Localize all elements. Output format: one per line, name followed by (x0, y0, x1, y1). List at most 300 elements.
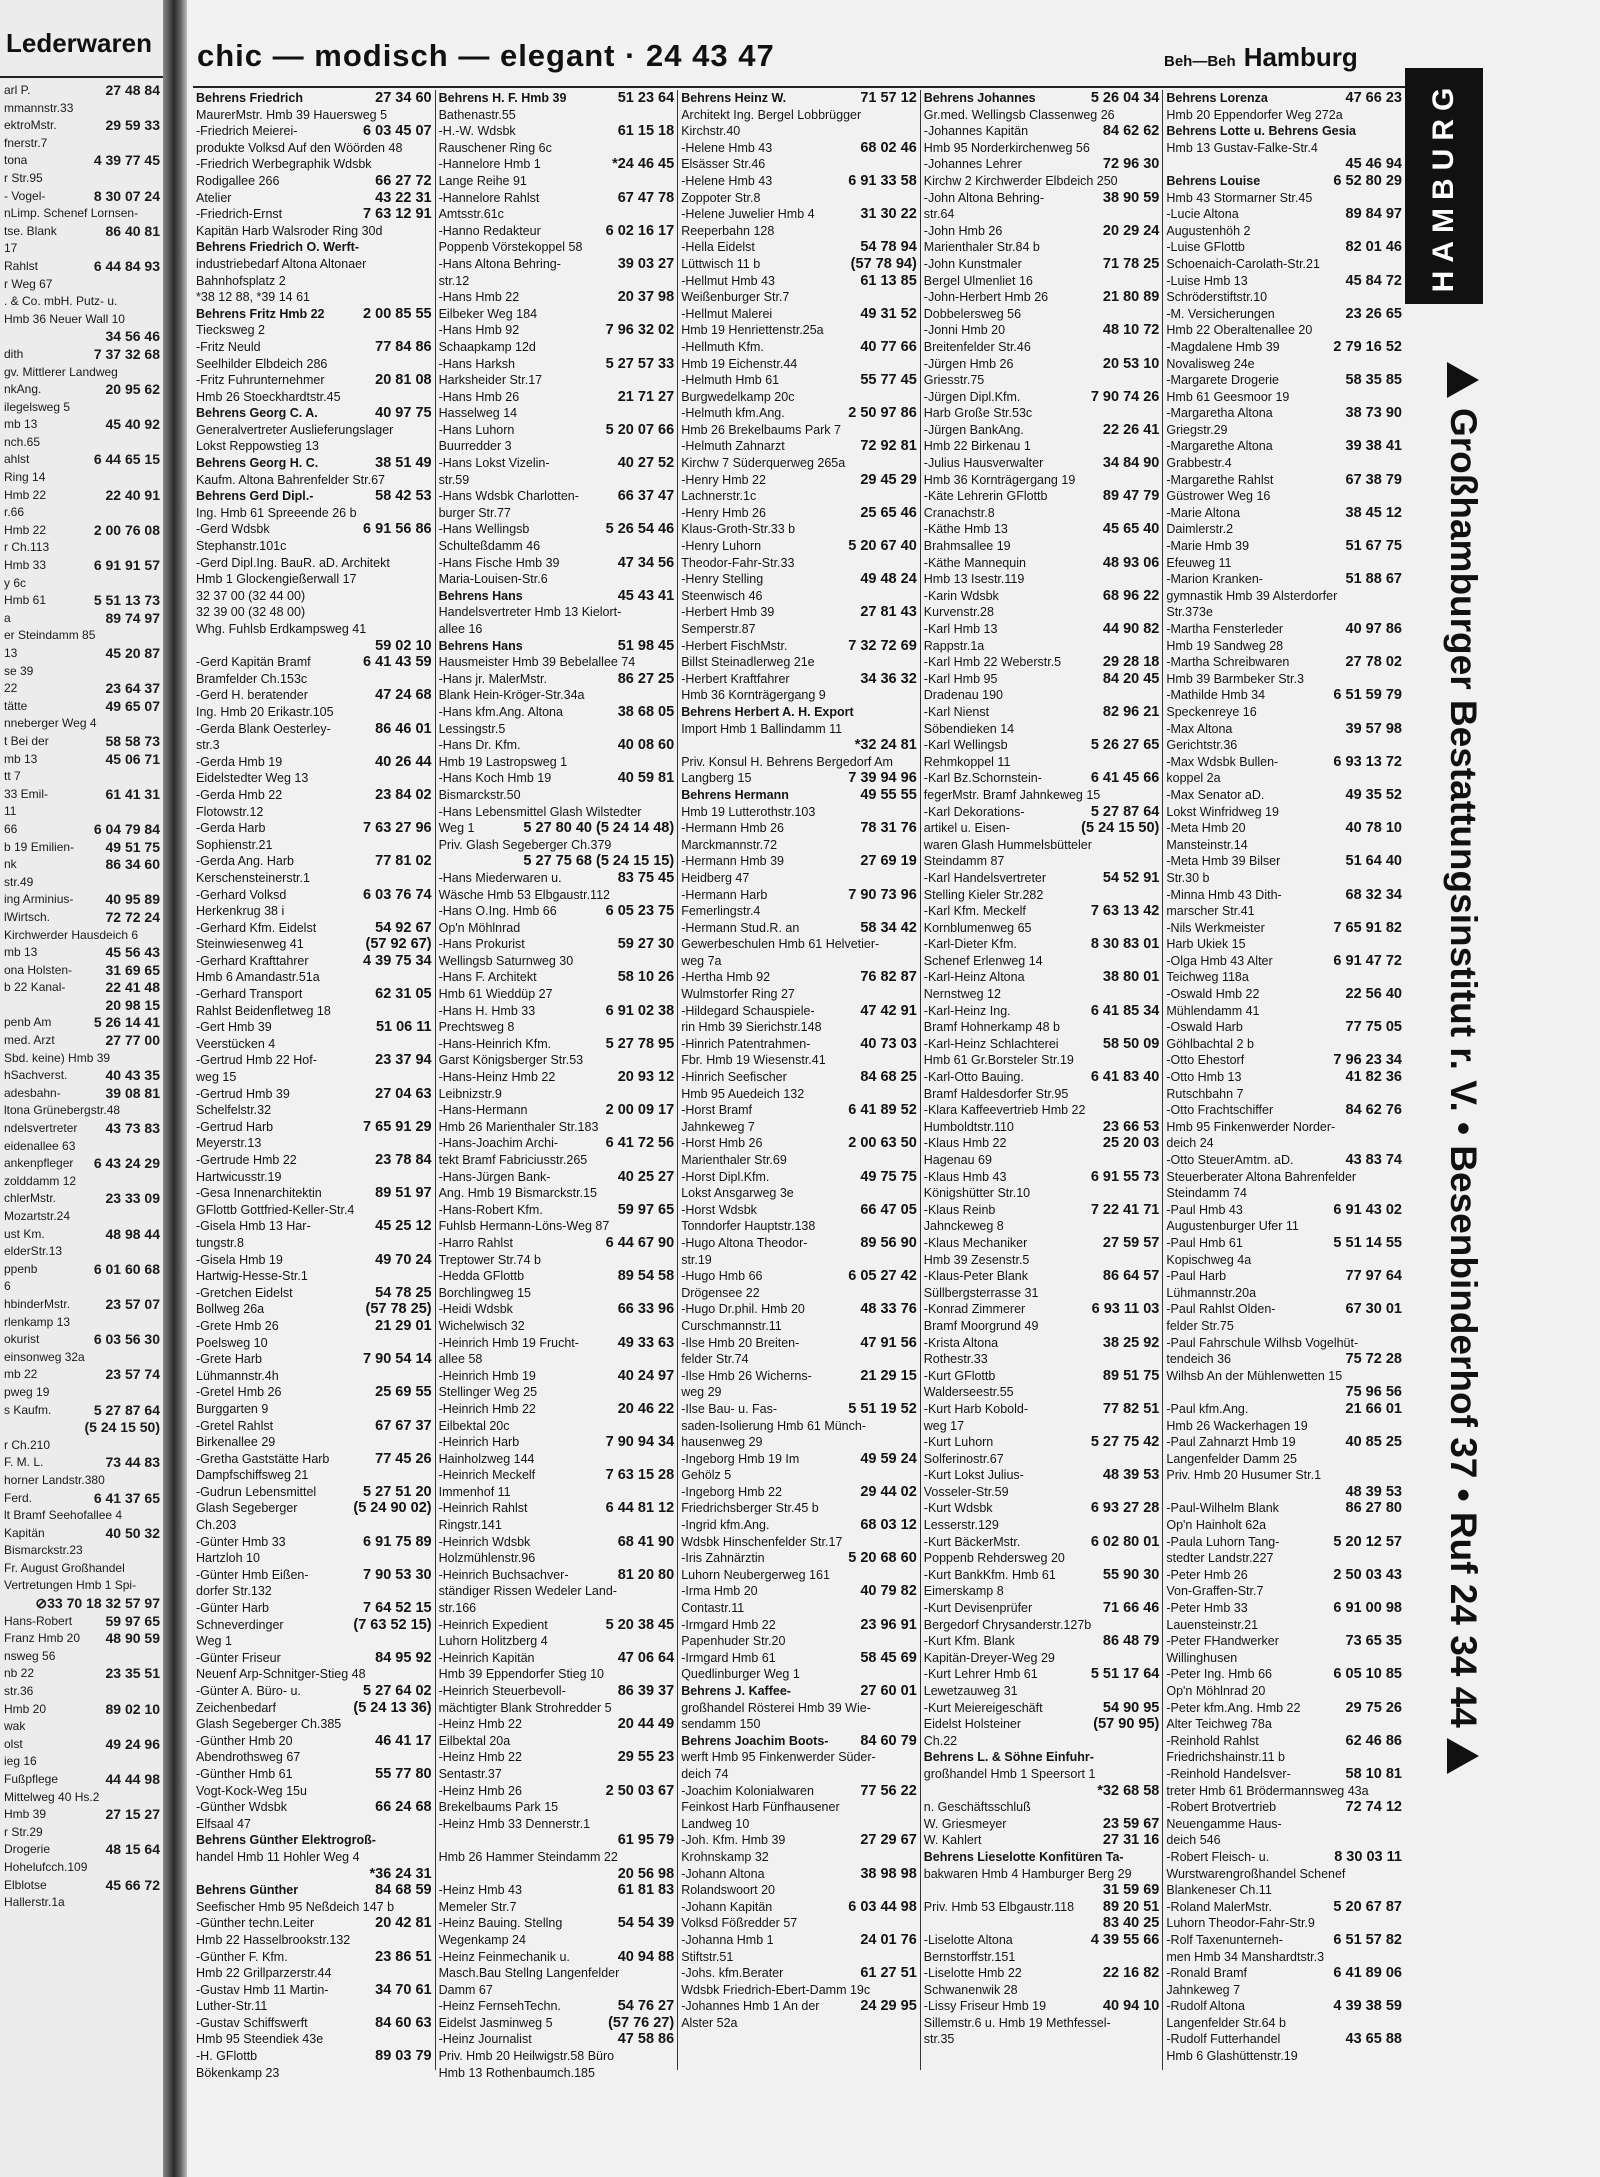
listing-entry (196, 306, 432, 323)
entry-text: str.12 (438, 273, 470, 288)
entry-text: -Harro Rahlst (438, 1235, 513, 1250)
entry-text: Theodor-Fahr-Str.33 (681, 555, 795, 570)
entry-text: Leibnizstr.9 (438, 1086, 502, 1101)
listing-entry (924, 1666, 1160, 1683)
entry-text: Hmb 36 Neuer Wall 10 (4, 311, 125, 326)
entry-text: Güstrower Weg 16 (1166, 489, 1271, 504)
phone-number: 5 20 12 57 (1333, 1533, 1402, 1550)
entry-text: -H. GFlottb (196, 2049, 258, 2064)
listing-entry (681, 1932, 917, 1949)
entry-text: -Johannes Kapitän (923, 124, 1029, 139)
listing-entry (4, 1542, 160, 1560)
entry-text: Poelsweg 10 (196, 1335, 268, 1350)
phone-number: 76 82 87 (860, 969, 917, 986)
entry-text: -Martha Schreibwaren (1166, 655, 1290, 670)
listing-entry (681, 787, 917, 804)
phone-number: 43 65 88 (1345, 2031, 1402, 2048)
entry-text: -Hannelore Hmb 1 (438, 157, 541, 172)
listing-entry (681, 1052, 917, 1069)
listing-entry (1166, 1003, 1402, 1020)
listing-entry (681, 190, 917, 207)
entry-text: Priv. Hmb 20 Husumer Str.1 (1166, 1468, 1322, 1483)
listing-entry (196, 1600, 432, 1617)
listing-entry (439, 737, 675, 754)
entry-text: -Paul Hmb 61 (1166, 1235, 1243, 1250)
phone-number: 6 41 45 66 (1090, 770, 1160, 787)
entry-text: -Max Wdsbk Bullen- (1166, 754, 1279, 769)
entry-text: Kapitän-Dreyer-Weg 29 (923, 1650, 1055, 1665)
listing-entry (439, 1799, 675, 1816)
entry-text: -Gertrud Hmb 39 (196, 1086, 290, 1101)
entry-text: -Paul Rahlst Olden- (1166, 1302, 1276, 1317)
phone-number: 49 35 52 (1345, 786, 1402, 803)
listing-entry (439, 1235, 675, 1252)
phone-number: 47 66 23 (1345, 90, 1402, 106)
listing-entry (924, 704, 1160, 721)
entry-text: -Hans H. Hmb 33 (438, 1003, 536, 1018)
entry-text: -Margarete Drogerie (1166, 373, 1279, 388)
listing-entry (4, 1314, 160, 1332)
listing-entry (924, 1368, 1160, 1385)
phone-number: 40 27 52 (617, 455, 675, 472)
listing-entry (1166, 1799, 1402, 1816)
phone-number: 7 64 52 15 (363, 1600, 432, 1617)
phone-number: 55 77 45 (860, 372, 917, 389)
entry-text: rin Hmb 39 Sierichstr.148 (681, 1020, 822, 1035)
phone-number: 6 41 89 06 (1333, 1965, 1402, 1982)
entry-text: nkAng. (4, 382, 42, 397)
listing-entry (924, 472, 1160, 489)
listing-entry (4, 1507, 160, 1525)
phone-number: 89 51 97 (375, 1185, 432, 1202)
entry-text: -Kurt BankKfm. Hmb 61 (923, 1567, 1056, 1582)
phone-number: 5 27 51 20 (363, 1483, 432, 1500)
phone-number: (5 24 90 02) (353, 1500, 432, 1517)
phone-number: 44 90 82 (1102, 621, 1160, 637)
entry-text: Hmb 61 Geesmoor 19 (1166, 389, 1290, 404)
listing-entry (1166, 704, 1402, 721)
entry-text: -Hannelore Rahlst (438, 190, 540, 205)
listing-entry (681, 1401, 917, 1418)
listing-entry (1166, 1152, 1402, 1169)
listing-entry (681, 920, 917, 937)
listing-entry (4, 856, 160, 874)
listing-entry (1166, 256, 1402, 273)
phone-number: 58 10 26 (617, 969, 675, 986)
listing-entry (681, 571, 917, 588)
entry-text: GFlottb Gottfried-Keller-Str.4 (196, 1202, 355, 1217)
entry-text: Hmb 20 (4, 1701, 47, 1716)
entry-text: Klaus-Groth-Str.33 b (681, 522, 796, 537)
phone-number: 51 64 40 (1345, 853, 1402, 870)
entry-text: -Heinz Hmb 22 (438, 1717, 522, 1732)
entry-text: ieg 16 (4, 1754, 37, 1769)
entry-text: Marckmannstr.72 (681, 837, 778, 852)
entry-text: Fußpflege (4, 1772, 59, 1786)
entry-text: Buurredder 3 (438, 439, 512, 454)
entry-text: -M. Versicherungen (1166, 306, 1275, 321)
entry-text: Stephanstr.101c (196, 539, 287, 554)
phone-number: 5 27 57 33 (605, 355, 675, 372)
listing-entry (196, 156, 432, 173)
entry-text: arl P. (4, 83, 31, 97)
listing-entry (924, 604, 1160, 621)
phone-number: 40 79 82 (860, 1583, 917, 1600)
listing-entry (4, 1067, 160, 1085)
listing-entry (196, 687, 432, 704)
listing-entry (1166, 1932, 1402, 1949)
entry-text: Fr. August Großhandel (4, 1560, 125, 1575)
entry-text: -Hans jr. MalerMstr. (438, 671, 547, 686)
entry-text: -Paul Hmb 43 (1166, 1202, 1243, 1217)
listing-entry (681, 1434, 917, 1451)
entry-text: Alster 52a (681, 2015, 738, 2030)
entry-text: se 39 (4, 663, 34, 678)
header-divider (193, 86, 1405, 88)
listing-entry (196, 1749, 432, 1766)
phone-number: 48 39 53 (1102, 1467, 1160, 1484)
phone-number: 75 72 28 (1345, 1351, 1402, 1368)
entry-text: Bramf Hohnerkamp 48 b (923, 1020, 1060, 1035)
entry-text: -Henry Stelling (681, 572, 764, 587)
entry-text: Bergel Ulmenliet 16 (923, 273, 1033, 288)
listing-entry (924, 1799, 1160, 1816)
phone-number: 6 03 45 07 (363, 123, 432, 140)
entry-text: -Heinz Hmb 22 (438, 1750, 522, 1765)
phone-number: 7 96 32 02 (605, 322, 675, 339)
listing-entry (4, 1877, 160, 1895)
listing-entry (4, 874, 160, 892)
listing-entry (439, 1368, 675, 1385)
listing-entry (439, 239, 675, 256)
entry-text: ltona Grünebergstr.48 (4, 1103, 121, 1118)
listing-entry (196, 1567, 432, 1584)
entry-text: tungstr.8 (196, 1235, 244, 1250)
entry-text: Glash Segeberger Ch.385 (196, 1717, 342, 1732)
listing-entry (1166, 936, 1402, 953)
phone-number: 61 13 85 (860, 272, 917, 289)
entry-text: -Nils Werkmeister (1166, 920, 1265, 935)
entry-text: Elsässer Str.46 (681, 157, 766, 172)
entry-text: Schenef Erlenweg 14 (923, 953, 1043, 968)
listing-entry (196, 1434, 432, 1451)
entry-text: Steinwiesenweg 41 (196, 937, 304, 952)
phone-number: 40 24 97 (617, 1367, 675, 1384)
entry-text: lWirtsch. (4, 909, 50, 924)
listing-entry (4, 504, 160, 522)
listing-entry (681, 737, 917, 754)
listing-entry (4, 1472, 160, 1490)
listing-entry (1166, 389, 1402, 406)
entry-text: tekt Bramf Fabriciusstr.265 (438, 1153, 588, 1167)
listing-entry (439, 538, 675, 555)
phone-number: 5 20 68 60 (848, 1550, 917, 1567)
phone-number: 31 59 69 (1102, 1882, 1160, 1899)
entry-text: -Robert Fleisch- u. (1166, 1849, 1270, 1864)
entry-text: Ang. Hmb 19 Bismarckstr.15 (438, 1186, 597, 1201)
entry-text: Lachnerstr.1c (681, 489, 757, 504)
entry-text: Schröderstiftstr.10 (1166, 290, 1268, 305)
phone-number: 5 26 54 46 (605, 521, 675, 538)
listing-entry (1166, 1451, 1402, 1468)
listing-entry (439, 356, 675, 373)
entry-text: Hainholzweg 144 (438, 1451, 535, 1466)
listing-entry (681, 273, 917, 290)
listing-entry (196, 571, 432, 588)
directory-columns (193, 90, 1405, 2080)
entry-text: stedter Landstr.227 (1166, 1551, 1274, 1566)
phone-number: 61 27 51 (860, 1965, 917, 1982)
directory-column-1 (193, 90, 435, 2080)
entry-text: Poppenb Rehdersweg 20 (923, 1551, 1065, 1566)
phone-number: 4 39 75 34 (363, 952, 432, 969)
entry-text: produkte Volksd Auf den Wöörden 48 (196, 140, 403, 155)
listing-entry (196, 1036, 432, 1053)
entry-text: -Hellmut Hmb 43 (681, 273, 775, 288)
listing-entry (4, 188, 160, 206)
entry-text: Behrens Günther Elektrogroß- (196, 1833, 376, 1848)
listing-entry (924, 339, 1160, 356)
listing-entry (924, 837, 1160, 854)
entry-text: werft Hmb 95 Finkenwerder Süder- (681, 1750, 876, 1765)
listing-entry (4, 698, 160, 716)
listing-entry (196, 1484, 432, 1501)
listing-entry (4, 1806, 160, 1824)
listing-entry (4, 715, 160, 733)
entry-text: Behrens H. F. Hmb 39 (438, 91, 567, 105)
listing-entry (681, 1418, 917, 1435)
listing-entry (4, 328, 160, 346)
listing-entry (196, 1418, 432, 1435)
phone-number: 40 59 81 (617, 770, 675, 787)
entry-text: Sophienstr.21 (196, 837, 273, 852)
phone-number: 55 77 80 (375, 1765, 432, 1782)
listing-entry (1166, 1716, 1402, 1733)
listing-entry (681, 1185, 917, 1202)
phone-number: 58 34 42 (860, 919, 917, 936)
listing-entry (681, 804, 917, 821)
entry-text: -Paul Zahnarzt Hmb 19 (1166, 1435, 1296, 1450)
entry-text: Hmb 36 Kornträgergang 19 (923, 472, 1076, 487)
listing-entry (4, 381, 160, 399)
phone-number: 23 37 94 (375, 1052, 432, 1069)
entry-text: -Karl Hmb 13 (923, 622, 998, 636)
listing-entry (924, 1003, 1160, 1020)
entry-text: -Hans O.Ing. Hmb 66 (438, 904, 557, 919)
listing-entry (1166, 521, 1402, 538)
phone-number: 54 78 94 (860, 239, 917, 256)
listing-entry (1166, 1583, 1402, 1600)
entry-text: 32 37 00 (32 44 00) (196, 588, 306, 603)
entry-text: er Steindamm 85 (4, 628, 96, 643)
phone-number: 49 24 96 (105, 1735, 160, 1752)
entry-text: Fbr. Hmb 19 Wiesenstr.41 (681, 1053, 826, 1068)
entry-text: mb 13 (4, 945, 38, 960)
listing-entry (196, 2015, 432, 2032)
phone-number: 86 64 57 (1102, 1268, 1160, 1285)
listing-entry (196, 521, 432, 538)
entry-text: Gehölz 5 (681, 1468, 732, 1483)
entry-text: Kapitän Harb Walsroder Ring 30d (196, 223, 383, 238)
entry-text: Dampfschiffsweg 21 (196, 1468, 309, 1483)
listing-entry (1166, 654, 1402, 671)
listing-entry (196, 588, 432, 605)
listing-entry (439, 1650, 675, 1667)
entry-text: Blank Hein-Kröger-Str.34a (438, 688, 585, 703)
listing-entry (924, 538, 1160, 555)
entry-text: Borchlingweg 15 (438, 1285, 532, 1300)
entry-text: koppel 2a (1166, 771, 1221, 786)
phone-number: 5 51 17 64 (1090, 1666, 1160, 1683)
listing-entry (924, 1500, 1160, 1517)
listing-entry (1166, 887, 1402, 904)
phone-number: 62 31 05 (375, 986, 432, 1003)
listing-entry (4, 1841, 160, 1859)
entry-text: Birkenallee 29 (196, 1435, 276, 1450)
listing-entry (681, 1301, 917, 1318)
phone-number: 40 97 75 (375, 405, 432, 422)
entry-text: 32 39 00 (32 48 00) (196, 605, 306, 620)
phone-number: 48 15 64 (105, 1841, 160, 1858)
listing-entry (924, 107, 1160, 124)
entry-text: mb 13 (4, 417, 38, 432)
entry-text: -Karl Bz.Schornstein- (923, 771, 1042, 786)
listing-entry (1166, 1384, 1402, 1401)
entry-text: Lühmannstr.4h (196, 1368, 279, 1383)
listing-entry (924, 1218, 1160, 1235)
entry-text: Eidelst Holsteiner (923, 1717, 1022, 1732)
phone-number: 23 86 51 (375, 1948, 432, 1965)
listing-entry (4, 1226, 160, 1244)
entry-text: -Krista Altona (923, 1335, 999, 1350)
phone-number: 6 05 27 42 (848, 1268, 917, 1285)
phone-number: 6 01 60 68 (93, 1260, 160, 1277)
listing-entry (4, 487, 160, 505)
entry-text: -Konrad Zimmerer (923, 1302, 1026, 1317)
entry-text: Lesserstr.129 (923, 1518, 999, 1533)
listing-entry (196, 1052, 432, 1069)
listing-entry (924, 986, 1160, 1003)
listing-entry (196, 1949, 432, 1966)
entry-text: Ferd. (4, 1490, 33, 1505)
entry-text: Op'n Hainholt 62a (1166, 1518, 1267, 1533)
listing-entry (1166, 1733, 1402, 1750)
listing-entry (924, 505, 1160, 522)
entry-text: -Gisela Hmb 13 Har- (196, 1219, 311, 1234)
entry-text: chlerMstr. (4, 1191, 57, 1206)
listing-entry (439, 90, 675, 107)
entry-text: -Karl Dekorations- (923, 804, 1025, 819)
listing-entry (196, 1285, 432, 1302)
phone-number: 7 63 12 91 (363, 206, 432, 223)
listing-entry (1166, 1882, 1402, 1899)
listing-entry (1166, 1318, 1402, 1335)
entry-text: weg 17 (923, 1418, 965, 1433)
listing-entry (4, 258, 160, 276)
entry-text: -Fritz Fuhrunternehmer (196, 373, 325, 388)
phone-number: 84 60 79 (860, 1732, 917, 1749)
entry-text: -Hans Hmb 22 (438, 290, 520, 305)
phone-number: 24 29 95 (860, 1998, 917, 2015)
entry-text: Cranachstr.8 (923, 505, 995, 520)
listing-entry (924, 1766, 1160, 1783)
phone-number: 6 44 81 12 (605, 1500, 675, 1517)
phone-number: 54 52 91 (1102, 869, 1160, 886)
listing-entry (1166, 737, 1402, 754)
entry-text: Behrens Friedrich O. Werft- (196, 240, 359, 255)
listing-entry (196, 1401, 432, 1418)
entry-text: -Grete Hmb 26 (196, 1318, 279, 1333)
listing-entry (196, 1982, 432, 1999)
listing-entry (1166, 837, 1402, 854)
phone-number: 45 06 71 (105, 750, 160, 767)
entry-text: Elblotse (4, 1877, 47, 1892)
listing-entry (1166, 1534, 1402, 1551)
listing-entry (439, 936, 675, 953)
listing-entry (4, 751, 160, 769)
entry-text: Hmb 6 Amandastr.51a (196, 970, 320, 985)
entry-text: Hartwicusstr.19 (196, 1169, 282, 1184)
entry-text: Priv. Hmb 20 Heilwigstr.58 Büro (438, 2049, 615, 2064)
entry-text: -Minna Hmb 43 Dith- (1166, 887, 1282, 902)
entry-text: -Reinhold Rahlst (1166, 1733, 1259, 1748)
entry-text: nb 22 (4, 1666, 35, 1681)
listing-entry (439, 903, 675, 920)
listing-entry (439, 405, 675, 422)
entry-text: allee 16 (438, 622, 483, 636)
phone-number: 89 51 75 (1102, 1367, 1160, 1384)
phone-number: 86 46 01 (375, 720, 432, 737)
entry-text: str.64 (923, 207, 955, 222)
phone-number: 48 10 72 (1102, 322, 1160, 339)
entry-text: Hmb 95 Auedeich 132 (681, 1086, 805, 1101)
entry-text: tendeich 36 (1166, 1352, 1232, 1367)
listing-entry (4, 627, 160, 645)
entry-text: Feinkost Harb Fünfhausener (681, 1800, 840, 1815)
entry-text: -Gerd Wdsbk (196, 522, 270, 537)
listing-entry (4, 434, 160, 452)
entry-text: Behrens Joachim Boots- (681, 1733, 829, 1748)
entry-text: Breitenfelder Str.46 (923, 339, 1031, 354)
entry-text: t Bei der (4, 733, 49, 748)
listing-entry (4, 1701, 160, 1719)
entry-text: Priv. Konsul H. Behrens Bergedorf Am (681, 754, 893, 769)
entry-text: Stiftstr.51 (681, 1949, 734, 1964)
phone-number: 23 84 02 (375, 786, 432, 803)
entry-text: -Gerhard Volksd (196, 887, 287, 902)
phone-number: 49 33 63 (617, 1334, 675, 1351)
entry-text: Wulmstorfer Ring 27 (681, 987, 795, 1002)
listing-entry (1166, 422, 1402, 439)
listing-entry (439, 1102, 675, 1119)
phone-number: (57 90 95) (1093, 1716, 1160, 1733)
listing-entry (1166, 1550, 1402, 1567)
listing-entry (439, 1832, 675, 1849)
entry-text: Jahnkeweg 7 (681, 1119, 755, 1134)
listing-entry (924, 438, 1160, 455)
phone-number: 6 44 84 93 (93, 257, 160, 274)
phone-number: 6 44 67 90 (605, 1234, 675, 1251)
listing-entry (439, 787, 675, 804)
listing-entry (681, 853, 917, 870)
listing-entry (196, 322, 432, 339)
entry-text: -Günther Wdsbk (196, 1800, 288, 1815)
listing-entry (4, 839, 160, 857)
entry-text: Heidberg 47 (681, 870, 750, 885)
listing-entry (1166, 455, 1402, 472)
entry-text: -Hans Dr. Kfm. (438, 738, 521, 753)
listing-entry (681, 1832, 917, 1849)
